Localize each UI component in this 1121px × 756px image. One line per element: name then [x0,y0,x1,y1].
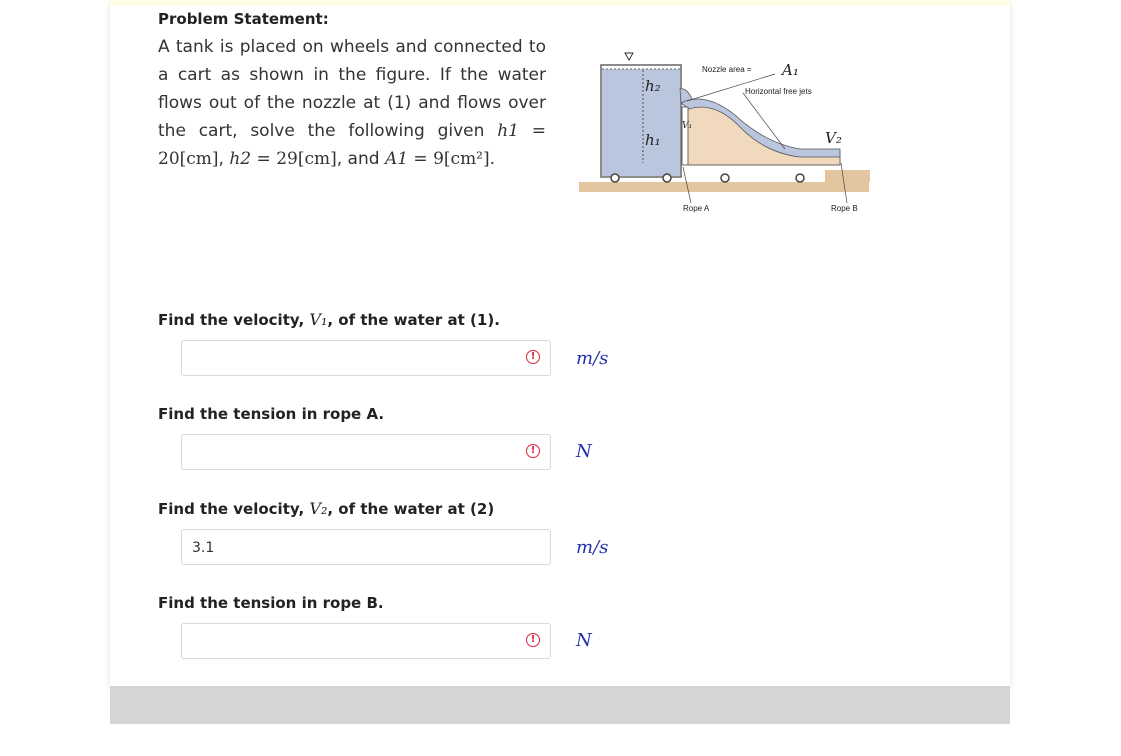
h1-value: 20[cm] [158,149,219,169]
a1-variable: A1 [384,149,409,169]
rope-b-label: Rope B [831,204,858,213]
period: . [489,149,496,169]
question-v1-label [158,310,500,329]
cart-wall [682,107,688,165]
h2-value: 29[cm] [276,149,337,169]
tank-water [602,69,680,176]
equals-sign: = [518,121,547,141]
answer-value: 3.1 [192,540,215,556]
wheel [663,174,671,182]
nozzle-area-label: Nozzle area = [702,65,752,74]
warning-icon: ! [526,633,540,647]
question-text: Find the velocity, [158,500,310,518]
h1-label: h₁ [645,131,661,149]
problem-statement [158,33,546,173]
question-text: , of the water at (2) [327,500,495,518]
separator: , [218,149,230,169]
question-variable: V₂ [309,499,328,518]
wheel [721,174,729,182]
answer-v2-input[interactable] [181,529,551,565]
question-v2-label [158,499,494,518]
warning-icon: ! [526,444,540,458]
question-rope-b-label [158,594,384,612]
equals-sign: = [408,149,434,169]
question-rope-a-label [158,405,384,423]
unit-label: N [576,630,592,651]
statement-text: A tank is placed on wheels and connected to a cart as shown in the figure. If the water flows out of the nozzle at (1) and flows over the cart, solve the following given [158,37,546,141]
answer-rope-a-input[interactable] [181,434,551,470]
wheel [611,174,619,182]
tank-cart-figure [575,45,875,220]
h1-variable: h1 [497,121,519,141]
problem-heading: Problem Statement: [158,10,329,28]
separator: , and [336,149,385,169]
water-level-marker [625,53,633,60]
a1-label: A₁ [782,61,799,79]
question-text: Find the tension in rope A. [158,405,385,423]
unit-label: N [576,441,592,462]
equals-sign: = [251,149,277,169]
answer-rope-b-input[interactable] [181,623,551,659]
footer-bar [110,686,1010,724]
problem-card [110,0,1010,686]
v2-label: V₂ [825,129,842,147]
h2-variable: h2 [229,149,252,169]
a1-value: 9[cm²] [433,149,490,169]
top-strip [110,0,1010,6]
question-text: Find the tension in rope B. [158,594,384,612]
answer-v1-input[interactable] [181,340,551,376]
ground-step [825,170,870,182]
question-variable: V₁ [309,310,328,329]
ground-bar [579,182,869,192]
unit-label: m/s [576,348,609,369]
h2-label: h₂ [645,77,661,95]
wheel [796,174,804,182]
v1-label: V₁ [682,121,693,131]
free-jets-label: Horizontal free jets [745,87,812,96]
question-text: Find the velocity, [158,311,310,329]
question-text: , of the water at (1). [327,311,500,329]
rope-a-label: Rope A [683,204,710,213]
warning-icon: ! [526,350,540,364]
unit-label: m/s [576,537,609,558]
